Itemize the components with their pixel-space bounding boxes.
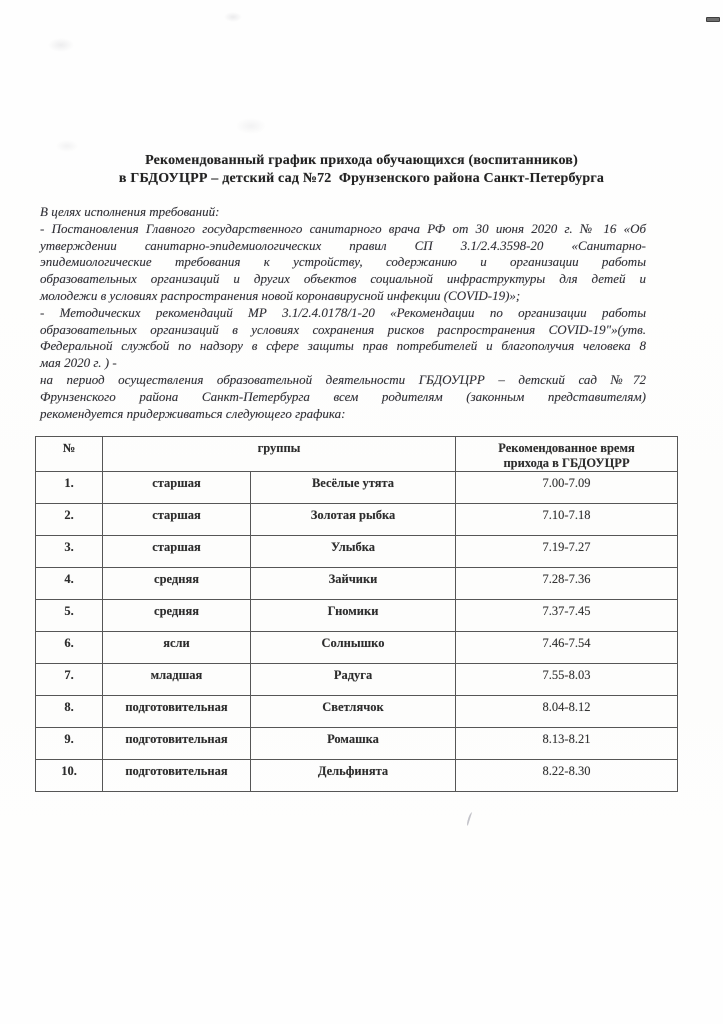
table-row bbox=[36, 632, 678, 664]
intro-line: мая 2020 г. ) - bbox=[40, 355, 117, 371]
scan-smudge bbox=[56, 140, 78, 152]
row-number: 9. bbox=[36, 728, 103, 760]
group-type: старшая bbox=[103, 536, 251, 568]
document-title-line2: в ГБДОУЦРР – детский сад №72 Фрунзенского района Санкт-Петербурга bbox=[118, 171, 605, 186]
intro-line: образовательных организаций и других объектов социальной инфраструктуры для детей и bbox=[40, 271, 646, 287]
row-number: 6. bbox=[36, 632, 103, 664]
document-title bbox=[0, 152, 723, 188]
document-title-line1: Рекомендованный график прихода обучающихся (воспитанников) bbox=[145, 153, 578, 168]
intro-line: молодежи в условиях распространения новой коронавирусной инфекции (COVID-19)»; bbox=[40, 287, 521, 303]
intro-line: Федеральной службой по надзору в сфере защиты прав потребителей и благополучия человека 8 bbox=[40, 338, 646, 354]
scan-smudge bbox=[236, 118, 266, 134]
table-row bbox=[36, 664, 678, 696]
group-type: младшая bbox=[103, 664, 251, 696]
row-number: 2. bbox=[36, 504, 103, 536]
table-row bbox=[36, 504, 678, 536]
intro-line: на период осуществления образовательной деятельности ГБДОУЦРР – детский сад №72 bbox=[40, 371, 646, 387]
group-name: Улыбка bbox=[251, 536, 456, 568]
scan-smudge bbox=[224, 12, 242, 22]
group-type: подготовительная bbox=[103, 728, 251, 760]
row-number: 8. bbox=[36, 696, 103, 728]
table-header-row bbox=[36, 437, 678, 472]
intro-line: эпидемиологические требования к устройству, содержанию и организации работы bbox=[40, 254, 646, 270]
group-name: Зайчики bbox=[251, 568, 456, 600]
group-type: ясли bbox=[103, 632, 251, 664]
arrival-time: 8.04-8.12 bbox=[456, 696, 678, 728]
intro-line: - Постановления Главного государственного санитарного врача РФ от 30 июня 2020 г. № 16 «Об bbox=[40, 220, 646, 236]
row-number: 5. bbox=[36, 600, 103, 632]
group-name: Весёлые утята bbox=[251, 472, 456, 504]
scan-mark-top-right bbox=[706, 17, 720, 22]
group-name: Ромашка bbox=[251, 728, 456, 760]
intro-line: рекомендуется придерживаться следующего графика: bbox=[40, 405, 346, 421]
row-number: 1. bbox=[36, 472, 103, 504]
arrival-time: 8.13-8.21 bbox=[456, 728, 678, 760]
group-name: Золотая рыбка bbox=[251, 504, 456, 536]
table-row bbox=[36, 760, 678, 792]
group-type: подготовительная bbox=[103, 760, 251, 792]
arrival-time: 7.10-7.18 bbox=[456, 504, 678, 536]
header-time-line1: Рекомендованное время bbox=[498, 441, 635, 455]
intro-line: В целях исполнения требований: bbox=[40, 204, 220, 219]
table-row bbox=[36, 568, 678, 600]
table-row bbox=[36, 472, 678, 504]
intro-line: образовательных организаций в условиях сохранения рисков распространения COVID-19"»(утв. bbox=[40, 321, 646, 337]
row-number: 4. bbox=[36, 568, 103, 600]
table-row bbox=[36, 696, 678, 728]
row-number: 10. bbox=[36, 760, 103, 792]
arrival-time: 7.28-7.36 bbox=[456, 568, 678, 600]
group-type: средняя bbox=[103, 568, 251, 600]
header-recommended-time bbox=[456, 437, 678, 472]
arrival-time: 8.22-8.30 bbox=[456, 760, 678, 792]
group-type: подготовительная bbox=[103, 696, 251, 728]
arrival-time: 7.46-7.54 bbox=[456, 632, 678, 664]
header-time-line2: прихода в ГБДОУЦРР bbox=[503, 456, 630, 470]
intro-line: Фрунзенского района Санкт-Петербурга всем родителям (законным представителям) bbox=[40, 388, 646, 404]
schedule-table bbox=[35, 436, 678, 792]
group-type: средняя bbox=[103, 600, 251, 632]
group-name: Гномики bbox=[251, 600, 456, 632]
table-row bbox=[36, 536, 678, 568]
intro-line: утверждении санитарно-эпидемиологических правил СП 3.1/2.4.3598-20 «Санитарно- bbox=[40, 237, 646, 253]
table-row bbox=[36, 600, 678, 632]
group-name: Дельфинята bbox=[251, 760, 456, 792]
group-name: Солнышко bbox=[251, 632, 456, 664]
scan-mark-below-table bbox=[466, 812, 474, 826]
group-type: старшая bbox=[103, 472, 251, 504]
table-row bbox=[36, 728, 678, 760]
arrival-time: 7.37-7.45 bbox=[456, 600, 678, 632]
group-name: Светлячок bbox=[251, 696, 456, 728]
row-number: 3. bbox=[36, 536, 103, 568]
scan-smudge bbox=[48, 38, 74, 52]
arrival-time: 7.19-7.27 bbox=[456, 536, 678, 568]
intro-line: - Методических рекомендаций МР 3.1/2.4.0178/1-20 «Рекомендации по организации работы bbox=[40, 304, 646, 320]
intro-paragraphs bbox=[40, 204, 646, 422]
arrival-time: 7.00-7.09 bbox=[456, 472, 678, 504]
group-type: старшая bbox=[103, 504, 251, 536]
row-number: 7. bbox=[36, 664, 103, 696]
header-number: № bbox=[36, 437, 103, 472]
arrival-time: 7.55-8.03 bbox=[456, 664, 678, 696]
header-groups: группы bbox=[103, 437, 456, 472]
group-name: Радуга bbox=[251, 664, 456, 696]
